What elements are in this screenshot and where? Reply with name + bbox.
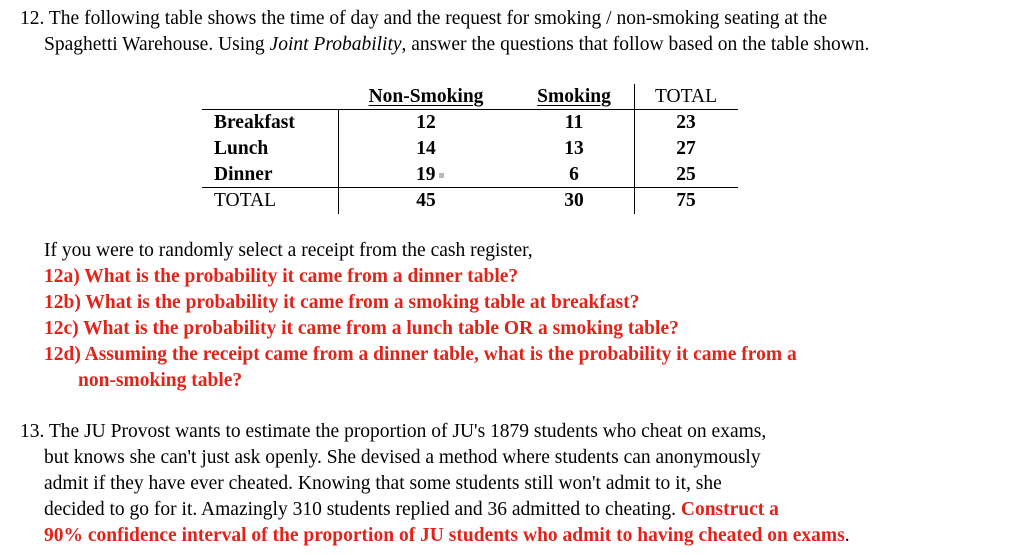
question-12b: 12b) What is the probability it came from a smoking table at breakfast? (44, 292, 640, 313)
question-12-intro (20, 6, 869, 58)
seating-table (202, 84, 738, 214)
q12-line-2: Spaghetti Warehouse. Using Joint Probability, answer the questions that follow based on the table shown. (44, 34, 870, 55)
receipt-prompt: If you were to randomly select a receipt from the cash register, (44, 240, 533, 261)
row-label-lunch: Lunch (214, 138, 269, 159)
total-divider (202, 187, 738, 188)
cell-total-grand: 75 (676, 190, 696, 211)
q13-line-3: admit if they have ever cheated. Knowing that some students still won't admit to it, she (44, 473, 722, 494)
cell-total-nonsmoking: 45 (416, 190, 436, 211)
row-label-total: TOTAL (214, 190, 276, 211)
row-label-breakfast: Breakfast (214, 112, 295, 133)
question-12a: 12a) What is the probability it came from a dinner table? (44, 266, 519, 287)
cell-lunch-total: 27 (676, 138, 696, 159)
question-12d: 12d) Assuming the receipt came from a dinner table, what is the probability it came from a (44, 344, 797, 365)
question-12d-cont: non-smoking table? (78, 370, 243, 391)
cell-breakfast-total: 23 (676, 112, 696, 133)
q13-line-1: 13. The JU Provost wants to estimate the proportion of JU's 1879 students who cheat on exams, (20, 421, 767, 442)
cell-lunch-nonsmoking: 14 (416, 138, 436, 159)
q13-line-2: but knows she can't just ask openly. She devised a method where students can anonymously (44, 447, 761, 468)
q13-line-4: decided to go for it. Amazingly 310 students replied and 36 admitted to cheating. Construct a (44, 499, 779, 520)
total-column-divider (634, 84, 635, 214)
question-13 (20, 419, 850, 549)
label-column-divider (338, 109, 339, 214)
header-total: TOTAL (655, 86, 717, 107)
cell-breakfast-nonsmoking: 12 (416, 112, 436, 133)
cell-dinner-nonsmoking: 19 (416, 162, 444, 188)
cell-dinner-smoking: 6 (569, 164, 579, 185)
cell-lunch-smoking: 13 (564, 138, 584, 159)
cursor-marker (439, 173, 444, 178)
header-smoking: Smoking (537, 86, 611, 107)
cell-dinner-total: 25 (676, 164, 696, 185)
question-12c: 12c) What is the probability it came from a lunch table OR a smoking table? (44, 318, 679, 339)
q13-line-5: 90% confidence interval of the proportion of JU students who admit to having cheated on exams. (44, 525, 850, 546)
question-12-parts (44, 238, 797, 394)
row-label-dinner: Dinner (214, 164, 273, 185)
header-non-smoking: Non-Smoking (368, 86, 484, 107)
cell-breakfast-smoking: 11 (564, 112, 584, 133)
cell-total-smoking: 30 (564, 190, 584, 211)
q12-line-1: 12. The following table shows the time of day and the request for smoking / non-smoking seating at the (20, 8, 828, 29)
